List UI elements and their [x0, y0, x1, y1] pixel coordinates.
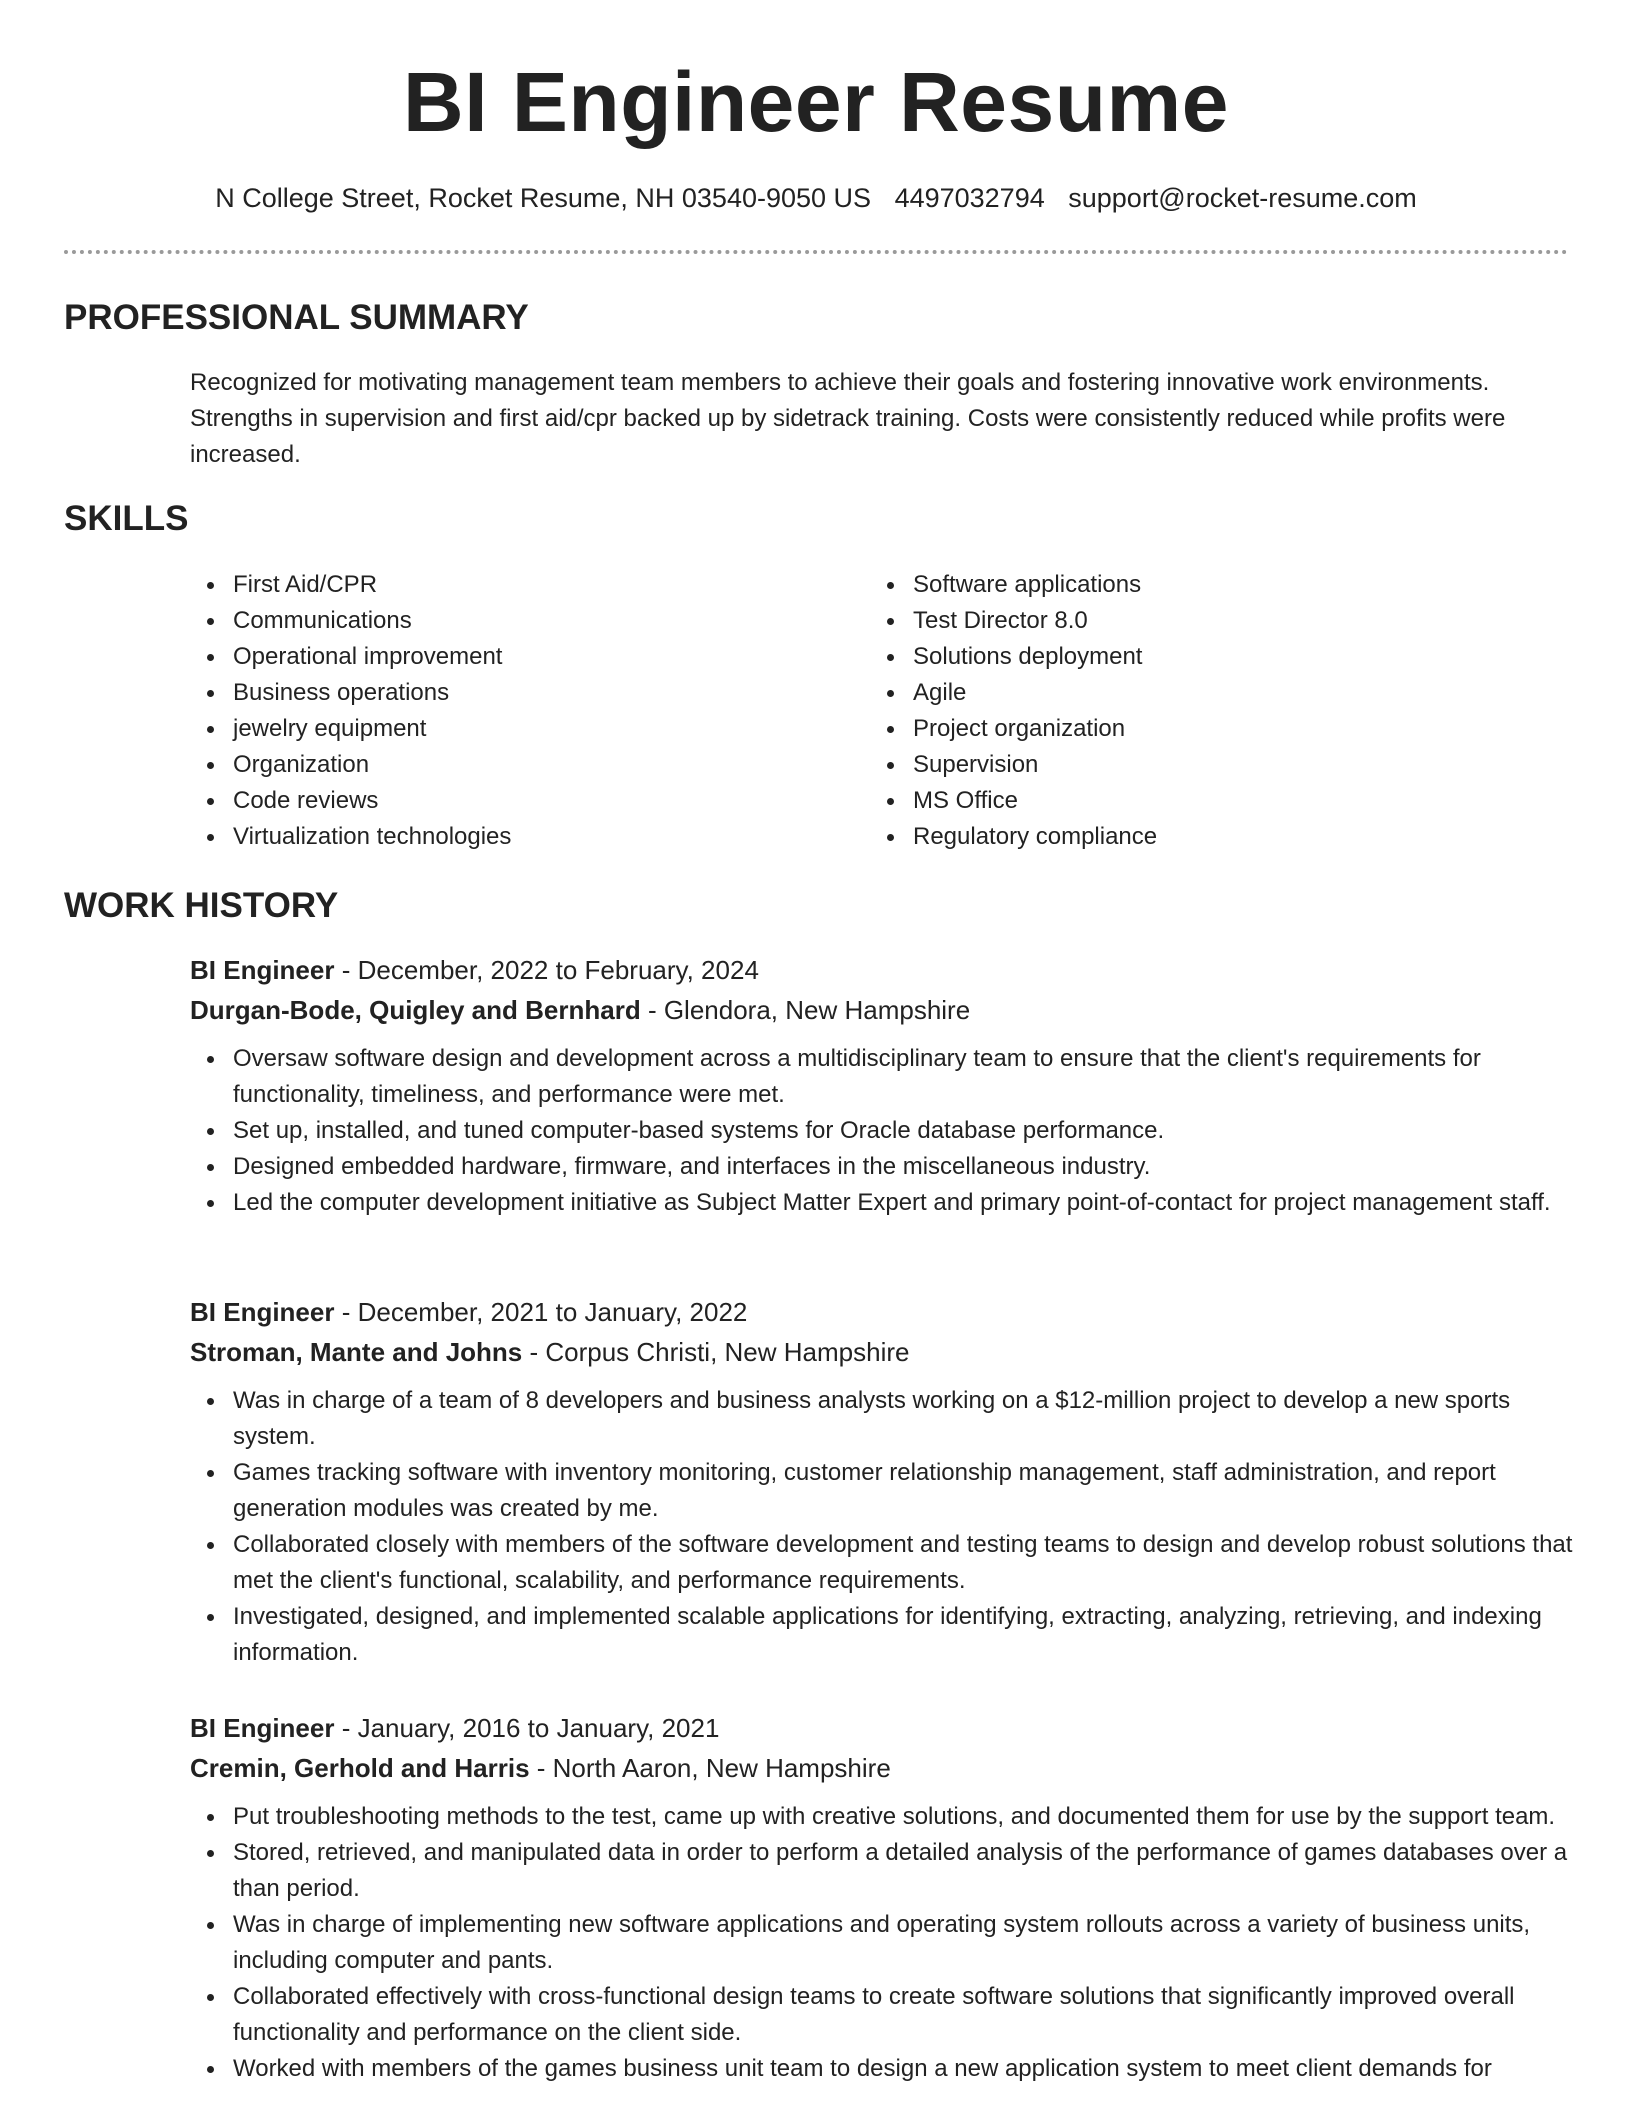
job-bullet-list	[190, 1383, 1573, 1671]
skill-item: Project organization	[913, 711, 1513, 747]
job-bullet: Set up, installed, and tuned computer-based systems for Oracle database performance.	[233, 1113, 1573, 1149]
job-bullet: Investigated, designed, and implemented scalable applications for identifying, extracting, analyzing, retrieving, and indexing information.	[233, 1599, 1573, 1671]
contact-email: support@rocket-resume.com	[1068, 183, 1417, 213]
contact-phone: 4497032794	[894, 183, 1045, 213]
job-company-line	[190, 1332, 1570, 1372]
skill-item: Business operations	[233, 675, 833, 711]
job-bullet: Collaborated closely with members of the software development and testing teams to design and develop robust solutions that met the client's functional, scalability, and performance requirements.	[233, 1527, 1573, 1599]
skill-item: Solutions deployment	[913, 639, 1513, 675]
skill-item: Operational improvement	[233, 639, 833, 675]
job-bullet-list	[190, 1799, 1573, 2087]
summary-heading: PROFESSIONAL SUMMARY	[64, 298, 529, 337]
summary-text: Recognized for motivating management team members to achieve their goals and fostering innovative work environments. Strengths in supervision and first aid/cpr backed up by sidetrack training. Costs were consistently reduced while profits were increased.	[190, 369, 1506, 468]
job-bullet: Games tracking software with inventory monitoring, customer relationship management, staff administration, and report generation modules was created by me.	[233, 1455, 1573, 1527]
page-title: BI Engineer Resume	[403, 55, 1229, 149]
job-location: - Corpus Christi, New Hampshire	[522, 1337, 910, 1367]
job-dates: - January, 2016 to January, 2021	[334, 1713, 720, 1743]
work-history-heading: WORK HISTORY	[64, 886, 339, 925]
skill-item: Virtualization technologies	[233, 819, 833, 855]
job-bullet: Led the computer development initiative as Subject Matter Expert and primary point-of-contact for project management staff.	[233, 1185, 1573, 1221]
contact-line	[0, 180, 1632, 216]
job-title-line	[190, 1708, 1570, 1748]
header-divider	[64, 250, 1568, 254]
skill-item: First Aid/CPR	[233, 567, 833, 603]
job-bullet: Was in charge of implementing new software applications and operating system rollouts across a variety of business units, including computer and pants.	[233, 1907, 1573, 1979]
job-location: - North Aaron, New Hampshire	[529, 1753, 891, 1783]
job-bullet: Stored, retrieved, and manipulated data in order to perform a detailed analysis of the performance of games databases over a than period.	[233, 1835, 1573, 1907]
job-bullet: Was in charge of a team of 8 developers and business analysts working on a $12-million project to develop a new sports system.	[233, 1383, 1573, 1455]
job-entry	[190, 1708, 1570, 2087]
job-title: BI Engineer	[190, 1297, 335, 1327]
job-title-line	[190, 1292, 1570, 1332]
job-bullet: Put troubleshooting methods to the test, came up with creative solutions, and documented them for use by the support team.	[233, 1799, 1573, 1835]
skill-item: MS Office	[913, 783, 1513, 819]
job-company-line	[190, 990, 1570, 1030]
job-bullet: Oversaw software design and development across a multidisciplinary team to ensure that the client's requirements for functionality, timeliness, and performance were met.	[233, 1041, 1573, 1113]
skills-heading: SKILLS	[64, 499, 189, 538]
job-company-line	[190, 1748, 1570, 1788]
job-company: Cremin, Gerhold and Harris	[190, 1753, 530, 1783]
job-bullet: Worked with members of the games business unit team to design a new application system to meet client demands for	[233, 2051, 1573, 2087]
skill-item: Communications	[233, 603, 833, 639]
skills-list-right	[913, 567, 1513, 855]
skill-item: Test Director 8.0	[913, 603, 1513, 639]
job-title: BI Engineer	[190, 1713, 335, 1743]
job-dates: - December, 2021 to January, 2022	[334, 1297, 748, 1327]
job-company: Durgan-Bode, Quigley and Bernhard	[190, 995, 641, 1025]
job-entry	[190, 950, 1570, 1221]
skill-item: Regulatory compliance	[913, 819, 1513, 855]
job-title: BI Engineer	[190, 955, 335, 985]
skill-item: Code reviews	[233, 783, 833, 819]
job-bullet-list	[190, 1041, 1573, 1221]
job-bullet: Designed embedded hardware, firmware, and interfaces in the miscellaneous industry.	[233, 1149, 1573, 1185]
skill-item: jewelry equipment	[233, 711, 833, 747]
job-company: Stroman, Mante and Johns	[190, 1337, 523, 1367]
skill-item: Software applications	[913, 567, 1513, 603]
contact-address: N College Street, Rocket Resume, NH 03540-9050 US	[215, 183, 872, 213]
skills-list-left	[233, 567, 833, 855]
skill-item: Agile	[913, 675, 1513, 711]
job-title-line	[190, 950, 1570, 990]
job-location: - Glendora, New Hampshire	[640, 995, 971, 1025]
skill-item: Supervision	[913, 747, 1513, 783]
job-dates: - December, 2022 to February, 2024	[334, 955, 759, 985]
job-entry	[190, 1292, 1573, 1671]
job-bullet: Collaborated effectively with cross-functional design teams to create software solutions that significantly improved overall functionality and performance on the client side.	[233, 1979, 1573, 2051]
skill-item: Organization	[233, 747, 833, 783]
